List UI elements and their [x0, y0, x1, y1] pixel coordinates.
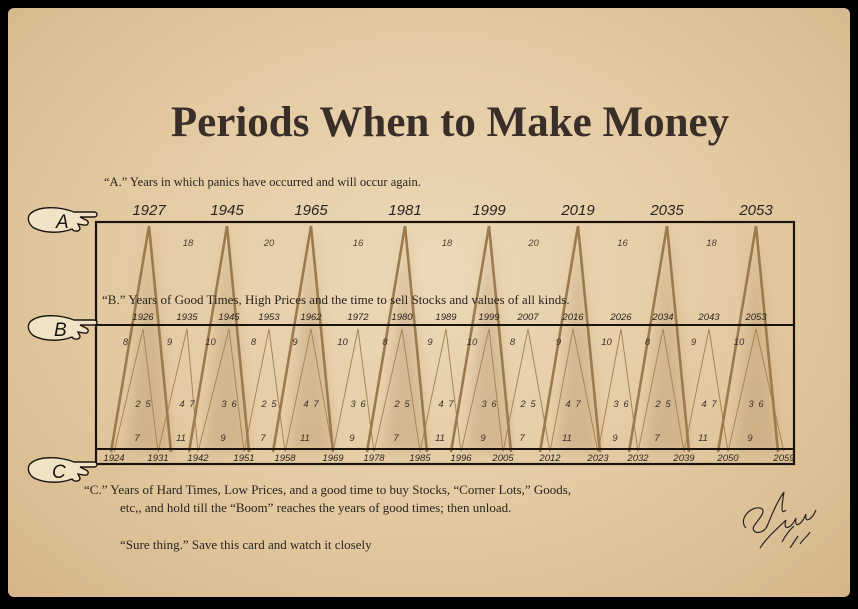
- count-b-bottom: 11: [435, 433, 445, 444]
- count-b-top: 9: [166, 337, 173, 348]
- year-b: 1999: [478, 312, 500, 323]
- count-b-bottom: 11: [562, 433, 572, 444]
- count-b-mid: 5: [665, 399, 671, 410]
- count-b-top: 8: [644, 337, 651, 348]
- count-b-mid: 7: [711, 399, 717, 410]
- year-c: 2059: [773, 453, 795, 464]
- peak-shadows: [127, 226, 778, 452]
- year-b: 2043: [698, 312, 720, 323]
- year-a: 1945: [210, 202, 244, 219]
- count-b-bottom: 11: [300, 433, 310, 444]
- signature-icon: [743, 492, 816, 548]
- marker-b: B: [54, 320, 67, 341]
- peak-shadow: [383, 226, 427, 452]
- hand-pointer-c-icon: [28, 458, 97, 483]
- count-b-mid: 4: [438, 399, 444, 410]
- count-b-bottom: 9: [480, 433, 486, 444]
- year-c: 2032: [627, 453, 649, 464]
- count-b-top: 8: [509, 337, 516, 348]
- count-b-top: 10: [601, 337, 612, 348]
- count-b-bottom: 11: [176, 433, 186, 444]
- count-b-mid: 3: [748, 399, 754, 410]
- peak-shadow: [556, 226, 600, 452]
- year-a: 1927: [132, 202, 166, 219]
- year-c: 1942: [187, 453, 209, 464]
- count-b-mid: 6: [758, 399, 764, 410]
- count-b-mid: 2: [655, 399, 661, 410]
- count-b-top: 10: [733, 337, 745, 348]
- footer-note: “Sure thing.” Save this card and watch it closely: [120, 537, 372, 552]
- year-c: 1924: [103, 453, 125, 464]
- year-c: 2005: [492, 453, 514, 464]
- caption-b: “B.” Years of Good Times, High Prices and the time to sell Stocks and values of all kinds.: [102, 292, 570, 307]
- year-b: 2026: [610, 312, 632, 323]
- year-b: 1980: [391, 312, 413, 323]
- count-b-mid: 7: [189, 399, 195, 410]
- count-b-top: 8: [382, 337, 388, 348]
- year-b: 1972: [347, 312, 369, 323]
- count-b-mid: 5: [530, 399, 536, 410]
- count-b-bottom: 11: [698, 433, 708, 444]
- count-b-mid: 3: [350, 399, 356, 410]
- hand-pointer-a-icon: [28, 208, 97, 233]
- year-b: 2053: [745, 312, 767, 323]
- count-b-top: 10: [337, 337, 348, 348]
- year-b: 1926: [132, 312, 154, 323]
- peak-shadow: [645, 226, 689, 452]
- year-b: 2016: [562, 312, 584, 323]
- interval-a: 18: [182, 238, 194, 249]
- peak-shadow: [127, 226, 171, 452]
- caption-a: “A.” Years in which panics have occurred and will occur again.: [104, 175, 421, 189]
- year-c: 1978: [363, 453, 385, 464]
- count-b-mid: 6: [623, 399, 629, 410]
- year-a: 1999: [472, 202, 506, 219]
- count-b-mid: 5: [271, 399, 277, 410]
- count-b-mid: 6: [231, 399, 237, 410]
- count-b-mid: 7: [313, 399, 319, 410]
- interval-a: 20: [528, 238, 539, 249]
- page-title: Periods When to Make Money: [170, 99, 730, 146]
- cycle-line-b: [358, 329, 374, 452]
- year-b: 1953: [258, 312, 280, 323]
- year-c: 2012: [539, 453, 561, 464]
- marker-c: C: [52, 462, 66, 483]
- hand-pointer-b-icon: [28, 316, 97, 341]
- marker-a: A: [56, 212, 69, 233]
- count-b-bottom: 7: [519, 433, 525, 444]
- count-b-bottom: 9: [220, 433, 226, 444]
- cycle-diagram: [8, 8, 850, 597]
- year-b: 2007: [517, 312, 539, 323]
- count-b-mid: 5: [145, 399, 151, 410]
- interval-a: 16: [352, 238, 364, 249]
- year-c: 2023: [587, 453, 609, 464]
- year-b: 2034: [652, 312, 674, 323]
- count-b-top: 10: [466, 337, 478, 348]
- interval-a: 18: [441, 238, 453, 249]
- count-b-mid: 3: [221, 399, 227, 410]
- year-a: 2035: [650, 202, 684, 219]
- year-c: 1996: [450, 453, 472, 464]
- count-b-bottom: 7: [393, 433, 399, 444]
- count-b-bottom: 9: [747, 433, 753, 444]
- count-b-bottom: 7: [654, 433, 660, 444]
- year-a: 2053: [739, 202, 773, 219]
- year-b: 1945: [218, 312, 240, 323]
- year-c: 1951: [233, 453, 255, 464]
- cycle-line-b: [528, 329, 550, 452]
- count-b-mid: 7: [448, 399, 454, 410]
- cycle-line-b: [621, 329, 638, 452]
- interval-a: 18: [706, 238, 717, 249]
- count-b-mid: 2: [261, 399, 267, 410]
- count-b-bottom: 7: [260, 433, 266, 444]
- count-b-mid: 4: [303, 399, 309, 410]
- count-b-mid: 3: [613, 399, 619, 410]
- count-b-mid: 3: [481, 399, 487, 410]
- year-b: 1935: [176, 312, 198, 323]
- count-b-top: 9: [555, 337, 562, 348]
- year-c: 1958: [274, 453, 296, 464]
- year-c: 1985: [409, 453, 431, 464]
- count-b-top: 10: [205, 337, 216, 348]
- year-b: 1989: [435, 312, 457, 323]
- year-c: 1969: [322, 453, 344, 464]
- count-b-top: 8: [250, 337, 257, 348]
- count-b-mid: 6: [360, 399, 366, 410]
- count-b-mid: 6: [491, 399, 497, 410]
- count-b-mid: 2: [135, 399, 141, 410]
- count-b-mid: 2: [394, 399, 400, 410]
- year-c: 2039: [673, 453, 695, 464]
- cycle-line-b: [709, 329, 728, 452]
- count-b-mid: 2: [520, 399, 526, 410]
- year-c: 1931: [147, 453, 169, 464]
- count-b-mid: 5: [404, 399, 410, 410]
- year-b: 1962: [300, 312, 322, 323]
- count-b-top: 9: [427, 337, 433, 348]
- card: [8, 8, 850, 597]
- cycle-labels: [103, 202, 795, 464]
- count-b-mid: 4: [179, 399, 185, 410]
- caption-c-line2: etc,, and hold till the “Boom” reaches the years of good times; then unload.: [120, 500, 512, 515]
- count-b-top: 9: [690, 337, 697, 348]
- count-b-mid: 7: [575, 399, 581, 410]
- interval-a: 20: [263, 238, 275, 249]
- interval-a: 16: [617, 238, 628, 249]
- count-b-mid: 4: [565, 399, 571, 410]
- count-b-mid: 4: [701, 399, 707, 410]
- year-a: 2019: [561, 202, 595, 219]
- caption-c-line1: “C.” Years of Hard Times, Low Prices, and a good time to buy Stocks, “Corner Lots,” Goods,: [84, 482, 572, 497]
- count-b-top: 9: [292, 337, 298, 348]
- count-b-bottom: 7: [134, 433, 140, 444]
- year-c: 2050: [717, 453, 739, 464]
- count-b-bottom: 9: [612, 433, 618, 444]
- count-b-bottom: 9: [349, 433, 355, 444]
- count-b-top: 8: [122, 337, 129, 348]
- year-a: 1965: [294, 202, 328, 219]
- year-a: 1981: [388, 202, 422, 219]
